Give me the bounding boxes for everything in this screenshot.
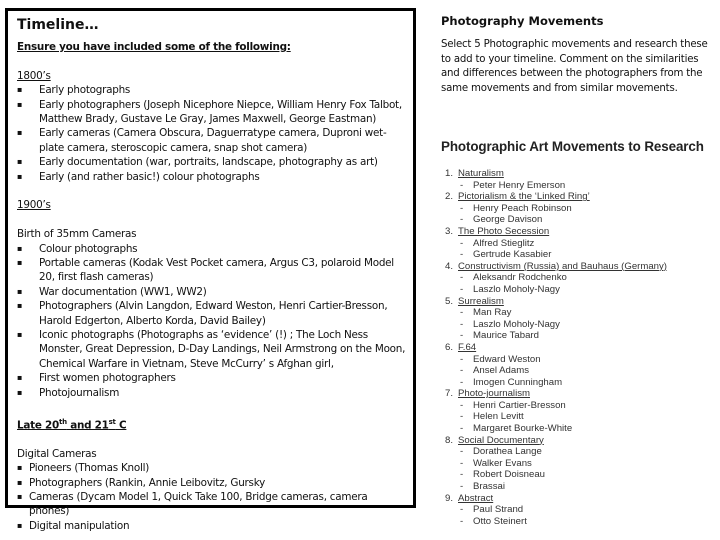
section-1900-heading: 1900’s <box>17 199 51 212</box>
movement-number: 6. <box>445 341 454 353</box>
photographer-item: - Robert Doisneau <box>441 469 716 481</box>
photographer-item: - Aleksandr Rodchenko <box>441 272 716 284</box>
movements-list <box>441 168 716 527</box>
photographer-item: - Brassai <box>441 481 716 493</box>
list-item: ▪ War documentation (WW1, WW2) <box>17 285 407 299</box>
list-item: ▪ Photographers (Rankin, Annie Leibovitz, Gursky <box>17 476 407 490</box>
movement-item <box>441 388 716 400</box>
list-item: ▪ Early documentation (war, portraits, landscape, photography as art) <box>17 155 407 169</box>
list-1800 <box>17 83 407 184</box>
list-item: ▪ Iconic photographs (Photographs as ‘evidence’ (!) ; The Loch Ness Monster, Great Depression, D-Day Landings, Neil Armstrong on the Moon, Chemical Warfare in Vietnam, Steve McCurry’ s Afghan girl, <box>17 328 407 371</box>
photographer-item: - Gertrude Kasabier <box>441 249 716 261</box>
movement-number: 3. <box>445 225 454 237</box>
list-item: ▪ Early (and rather basic!) colour photographs <box>17 170 407 184</box>
movement-name: Naturalism <box>458 168 504 179</box>
photographer-item: - Alfred Stieglitz <box>441 238 716 250</box>
list-item: ▪ Photojournalism <box>17 386 407 400</box>
movements-list-image <box>441 139 716 527</box>
timeline-title: Timeline… <box>17 17 99 33</box>
section-late-heading: Late 20th and 21st C <box>17 417 127 431</box>
list-item: ▪ Early cameras (Camera Obscura, Daguerratype camera, Duproni wet-plate camera, steroscopic camera, snap shot camera) <box>17 126 407 155</box>
movement-name: The Photo Secession <box>458 225 550 237</box>
movement-item <box>441 342 716 354</box>
photographer-item: - Imogen Cunningham <box>441 377 716 389</box>
movement-number: 2. <box>445 191 454 203</box>
photographer-item: - George Davison <box>441 214 716 226</box>
photographer-item: - Paul Strand <box>441 504 716 516</box>
list-item: ▪ Early photographers (Joseph Nicephore Niepce, William Henry Fox Talbot, Matthew Brady, Gustave Le Gray, James Maxwell, George Eastman) <box>17 98 407 127</box>
list-item: ▪ Digital manipulation <box>17 519 407 533</box>
photographer-item: - Dorathea Lange <box>441 446 716 458</box>
photographer-item: - Margaret Bourke-White <box>441 423 716 435</box>
section-1800-heading: 1800’s <box>17 69 51 82</box>
movement-item <box>441 191 716 203</box>
movements-instructions <box>441 14 709 96</box>
list-item: ▪ Cameras (Dycam Model 1, Quick Take 100, Bridge cameras, camera phones) <box>17 490 407 519</box>
photographer-item: - Henri Cartier-Bresson <box>441 400 716 412</box>
movement-item <box>441 493 716 505</box>
photographer-item: - Laszlo Moholy-Nagy <box>441 284 716 296</box>
photographer-item: - Maurice Tabard <box>441 330 716 342</box>
photographer-item: - Henry Peach Robinson <box>441 203 716 215</box>
movement-item <box>441 226 716 238</box>
movement-number: 1. <box>445 168 454 179</box>
movement-name: Constructivism (Russia) and Bauhaus (Germany) <box>458 260 668 272</box>
movement-number: 9. <box>445 492 454 504</box>
movement-name: F.64 <box>458 341 477 353</box>
movement-number: 7. <box>445 388 454 400</box>
movement-name: Social Documentary <box>458 434 544 446</box>
movement-name: Photo-journalism <box>458 388 530 400</box>
movement-item <box>441 435 716 447</box>
movement-item <box>441 168 716 180</box>
movements-heading: Photographic Art Movements to Research <box>441 139 704 154</box>
movement-number: 4. <box>445 260 454 272</box>
photographer-item: - Peter Henry Emerson <box>441 180 716 192</box>
list-item: ▪ Pioneers (Thomas Knoll) <box>17 461 407 475</box>
list-late <box>17 461 407 533</box>
movement-item <box>441 261 716 273</box>
timeline-intro: Ensure you have included some of the following: <box>17 41 291 53</box>
movements-paragraph: Select 5 Photographic movements and research these to add to your timeline. Comment on the similarities and differences between the photographers from the same movements and from similar movements. <box>441 39 708 94</box>
photographer-item: - Man Ray <box>441 307 716 319</box>
list-1900 <box>17 242 407 400</box>
list-item: ▪ First women photographers <box>17 371 407 385</box>
list-item: ▪ Early photographs <box>17 83 407 97</box>
photographer-item: - Helen Levitt <box>441 411 716 423</box>
movement-name: Pictorialism & the ‘Linked Ring’ <box>458 191 590 203</box>
photographer-item: - Walker Evans <box>441 458 716 470</box>
list-item: ▪ Portable cameras (Kodak Vest Pocket camera, Argus C3, polaroid Model 20, first flash cameras) <box>17 256 407 285</box>
list-item: ▪ Colour photographs <box>17 242 407 256</box>
movement-name: Abstract <box>458 492 494 504</box>
photographer-item: - Ansel Adams <box>441 365 716 377</box>
movement-number: 5. <box>445 295 454 307</box>
movement-item <box>441 296 716 308</box>
section-1900-sub: Birth of 35mm Cameras <box>17 228 137 241</box>
photographer-item: - Laszlo Moholy-Nagy <box>441 319 716 331</box>
timeline-box <box>5 8 416 532</box>
photographer-item: - Otto Steinert <box>441 516 716 528</box>
movement-name: Surrealism <box>458 295 504 307</box>
photographer-item: - Edward Weston <box>441 354 716 366</box>
movement-number: 8. <box>445 434 454 446</box>
list-item: ▪ Photographers (Alvin Langdon, Edward Weston, Henri Cartier-Bresson, Harold Edgerton, Alberto Korda, David Bailey) <box>17 299 407 328</box>
movements-title: Photography Movements <box>441 14 604 28</box>
section-late-sub: Digital Cameras <box>17 447 97 460</box>
